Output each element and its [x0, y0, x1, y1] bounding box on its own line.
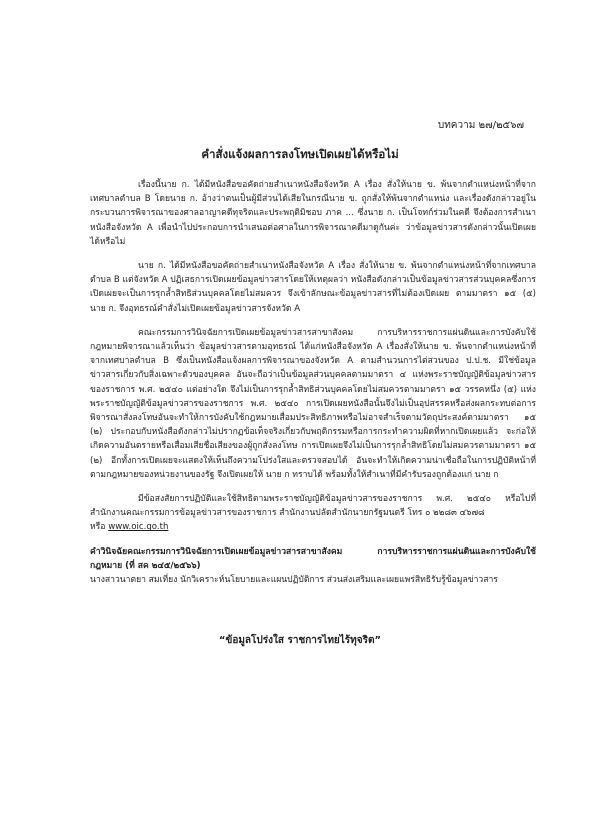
website-prefix: หรือ: [90, 522, 106, 533]
paragraph-background: เรื่องนี้นาย ก. ได้มีหนังสือขอคัดถ่ายสำเนาหนังสือจังหวัด A เรื่อง สั่งให้นาย ข. พ้นจากตำแหน่งหน้าที่จากเทศบาลตำบล B โดยนาย ก. อ้างว่าตนเป็นผู้มีส่วนได้เสียในกรณีนาย ข. ถูกสั่งให้พ้นจากตำแหน่ง และเรื่องดังกล่าวอยู่ในกระบวนการพิจารณาของศาลอาญาคดีทุจริตและประพฤติมิชอบ ภาค ... ซึ่งนาย ก. เป็นโจทก์ร่วมในคดี จึงต้องการสำเนาหนังสือจังหวัด A เพื่อนำไปประกอบการนำเสนอต่อศาลในการพิจารณาคดีมาดูกันค่ะ ว่าข้อมูลข่าวสารดังกล่าวนั้นเปิดเผยได้หรือไม่: [90, 180, 536, 247]
paragraph-committee-decision: คณะกรรมการวินิจฉัยการเปิดเผยข้อมูลข่าวสารสาขาสังคม การบริหารราชการแผ่นดินและการบังคับใช้กฎหมายพิจารณาแล้วเห็นว่า ข้อมูลข่าวสารตามอุทธรณ์ ได้แก่หนังสือจังหวัด A เรื่องสั่งให้นาย ข. พ้นจากตำแหน่งหน้าที่จากเทศบาลตำบล B ซึ่งเป็นหนังสือแจ้งผลการพิจารณาของจังหวัด A ตามสำนวนการไต่สวนของ ป.ป.ช. มีใช่ข้อมูลข่าวสารเกี่ยวกับสิ่งเฉพาะตัวของบุคคล อันจะถือว่าเป็นข้อมูลส่วนบุคคลตามมาตรา ๔ แห่งพระราชบัญญัติข้อมูลข่าวสารของราชการ พ.ศ. ๒๕๔๐ แต่อย่างใด จึงไม่เป็นการรุกล้ำสิทธิส่วนบุคคลโดยไม่สมควรตามมาตรา ๑๕ วรรคหนึ่ง (๕) แห่งพระราชบัญญัติข้อมูลข่าวสารของราชการ พ.ศ. ๒๕๔๐ การเปิดเผยหนังสือนั้นจึงไม่เป็นอุปสรรคหรือส่งผลกระทบต่อการพิจารณาสั่งลงโทษอันจะทำให้การบังคับใช้กฎหมายเสื่อมประสิทธิภาพหรือไม่อาจสำเร็จตามวัตถุประสงค์ตามมาตรา ๑๕ (๒) ประกอบกับหนังสือดังกล่าวไม่ปรากฏข้อเท็จจริงเกี่ยวกับพฤติกรรมหรือการกระทำความผิดที่หากเปิดเผยแล้ว จะก่อให้เกิดความอันตรายหรือเสื่อมเสียชื่อเสียงของผู้ถูกสั่งลงโทษ การเปิดเผยจึงไม่เป็นการรุกล้ำสิทธิโดยไม่สมควรตามมาตรา ๑๕ (๒) อีกทั้งการเปิดเผยจะแสดงให้เห็นถึงความโปร่งใสและตรวจสอบได้ อันจะทำให้เกิดความน่าเชื่อถือในการปฏิบัติหน้าที่ตามกฎหมายของหน่วยงานของรัฐ จึงเปิดเผยให้ นาย ก ทราบได้ พร้อมทั้งให้สำเนาที่มีคำรับรองถูกต้องแก่ นาย ก: [90, 327, 536, 480]
slogan: “ข้อมูลโปร่งใส ราชการไทยไร้ทุจริต”: [218, 635, 382, 646]
paragraph-request-denied: นาย ก. ได้มีหนังสือขอคัดถ่ายสำเนาหนังสือจังหวัด A เรื่อง สั่งให้นาย ข. พ้นจากตำแหน่งหน้าที่จากเทศบาลตำบล B แต่จังหวัด A ปฏิเสธการเปิดเผยข้อมูลข่าวสารโดยให้เหตุผลว่า หนังสือดังกล่าวเป็นข้อมูลข่าวสารส่วนบุคคลซึ่งการเปิดเผยจะเป็นการรุกล้ำสิทธิส่วนบุคคลโดยไม่สมควร จึงเข้าลักษณะข้อมูลข่าวสารที่ไม่ต้องเปิดเผย ตามมาตรา ๑๕ (๕) นาย ก. จึงอุทธรณ์คำสั่งไม่เปิดเผยข้อมูลข่าวสารจังหวัด A: [90, 261, 536, 314]
decision-reference: คำวินิจฉัยคณะกรรมการวินิจฉัยการเปิดเผยข้อมูลข่าวสารสาขาสังคม การบริหารราชการแผ่นดินและการบังคับใช้กฎหมาย (ที่ สค ๒๔๕/๒๕๖๖): [90, 546, 536, 571]
website-line: [90, 520, 536, 534]
paragraph-contact: [90, 492, 536, 520]
article-reference-number: บทความ ๒๗/๒๕๖๗: [437, 120, 524, 131]
website-link[interactable]: www.oic.go.th: [108, 522, 169, 533]
contact-text: มีข้อสงสัยการปฏิบัติและใช้สิทธิตามพระราชบัญญัติข้อมูลข่าวสารของราชการ พ.ศ. ๒๕๔๐ หรือไปที่สำนักงานคณะกรรมการข้อมูลข่าวสารของราชการ สำนักงานปลัดสำนักนายกรัฐมนตรี โทร ๐ ๒๒๘๓ ๔๖๗๘: [90, 494, 536, 519]
document-title: คำสั่งแจ้งผลการลงโทษเปิดเผยได้หรือไม่: [201, 147, 399, 161]
author-line: นางสาวนาตยา สมเที่ยง นักวิเคราะห์นโยบายและแผนปฏิบัติการ ส่วนส่งเสริมและเผยแพร่สิทธิรับรู้ข้อมูลข่าวสาร: [90, 575, 498, 586]
document-body: [90, 178, 536, 597]
